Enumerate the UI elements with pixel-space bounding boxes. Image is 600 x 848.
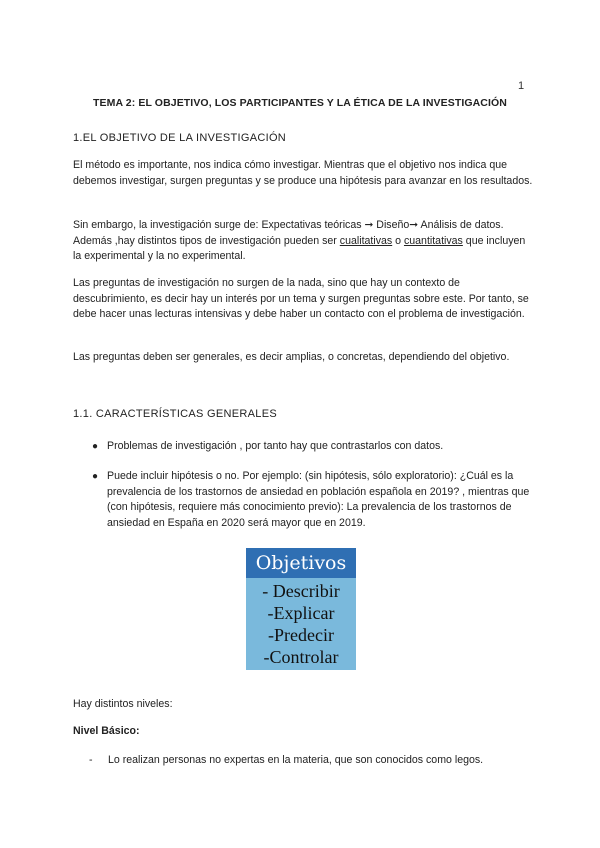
dash-icon: - [89, 754, 93, 766]
bullet-icon: ● [92, 471, 99, 482]
paragraph-sin-embargo [73, 218, 533, 265]
paragraph-sin-embargo-mid: o [392, 234, 404, 247]
list-item-text: Puede incluir hipótesis o no. Por ejemplo: (sin hipótesis, sólo exploratorio): ¿Cuál es la prevalencia de los trastornos de ansiedad en población española en 2019? , mientras que (con hipótesis, requiere más conocimiento previo): La prevalencia de los trastornos de ansiedad en España en 2020 será mayor que en 2019. [107, 470, 530, 529]
objetivos-item-explicar: -Explicar [267, 603, 335, 623]
link-cualitativas[interactable]: cualitativas [339, 234, 393, 247]
paragraph-generales: Las preguntas deben ser generales, es decir amplias, o concretas, dependiendo del objetivo. [73, 351, 510, 363]
paragraph-preguntas: Las preguntas de investigación no surgen de la nada, sino que hay un contexto de descubrimiento, es decir hay un interés por un tema y surgen preguntas sobre este. Por tanto, se debe hacer unas lecturas intensivas y debe haber un contacto con el problema de investigación. [73, 277, 529, 320]
objetivos-image [246, 548, 356, 670]
link-cuantitativas[interactable]: cuantitativas [403, 234, 463, 247]
objetivos-item-controlar: -Controlar [263, 647, 339, 667]
paragraph-metodo: El método es importante, nos indica cómo investigar. Mientras que el objetivo nos indica que debemos investigar, surgen preguntas y se produce una hipótesis para avanzar en los resultados. [73, 159, 533, 187]
paragraph-sin-embargo-part2: que incluyen la experimental y la no experimental. [73, 234, 526, 262]
list-item-text: Lo realizan personas no expertas en la materia, que son conocidos como legos. [108, 754, 484, 766]
section-heading-caracteristicas: 1.1. CARACTERÍSTICAS GENERALES [73, 408, 277, 420]
section-heading-objetivo: 1.EL OBJETIVO DE LA INVESTIGACIÓN [73, 132, 287, 144]
bullet-icon: ● [92, 441, 99, 452]
list-item-text: Problemas de investigación , por tanto hay que contrastarlos con datos. [107, 440, 444, 452]
objetivos-item-describir: - Describir [262, 581, 340, 601]
objetivos-item-predecir: -Predecir [268, 625, 334, 645]
paragraph-sin-embargo-part1: Sin embargo, la investigación surge de: Expectativas teóricas ➞ Diseño➞ Análisis de datos. Además ,hay distintos tipos de investigación pueden ser [73, 219, 504, 247]
objetivos-image-header: Objetivos [246, 548, 356, 578]
document-title: TEMA 2: EL OBJETIVO, LOS PARTICIPANTES Y LA ÉTICA DE LA INVESTIGACIÓN [93, 97, 507, 109]
paragraph-niveles: Hay distintos niveles: [73, 698, 173, 710]
heading-nivel-basico: Nivel Básico: [73, 725, 140, 737]
page-number: 1 [518, 80, 525, 92]
